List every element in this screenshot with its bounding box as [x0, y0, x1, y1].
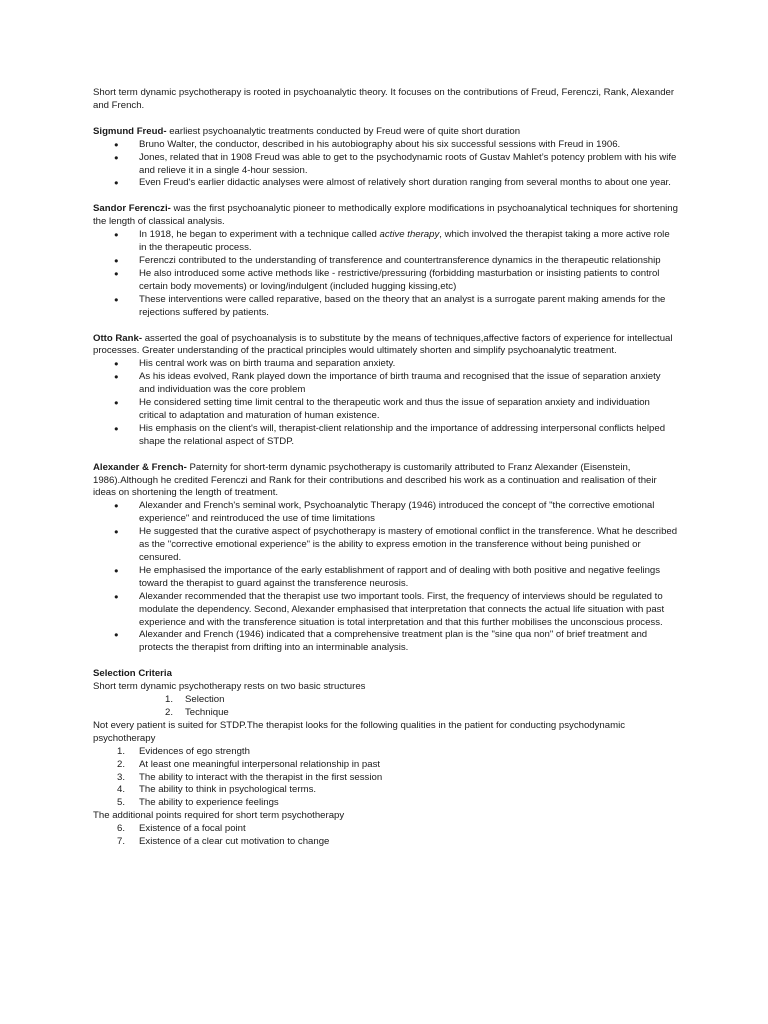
item-text: Existence of a clear cut motivation to change — [139, 836, 330, 848]
numbered-list — [93, 746, 678, 811]
item-text: Technique — [185, 706, 229, 718]
list-number: 5. — [116, 797, 125, 809]
bullet-list — [93, 500, 678, 655]
numbered-list — [93, 694, 678, 720]
list-item: ● Bruno Walter, the conductor, described in his autobiography about his six successful sessions with Freud in 1906. — [93, 139, 678, 152]
list-item: ● Ferenczi contributed to the understanding of transference and countertransference dynamics in the therapeutic relationship — [93, 255, 678, 268]
list-item: ● His central work was on birth trauma and separation anxiety. — [93, 358, 678, 371]
list-item — [93, 694, 678, 707]
list-number: 3. — [116, 771, 125, 783]
bullet-list — [93, 358, 678, 448]
section-lead: was the first psychoanalytic pioneer to methodically explore modifications in psychoanalytical techniques for shortening the length of classical analysis. — [93, 203, 678, 228]
list-number: 2. — [164, 706, 173, 718]
item-text: Selection — [185, 694, 225, 706]
section-paragraph: The additional points required for short term psychotherapy — [93, 810, 345, 822]
item-text: The ability to think in psychological terms. — [139, 784, 317, 796]
list-number: 1. — [116, 745, 125, 757]
list-number: 7. — [116, 836, 125, 848]
item-text: Evidences of ego strength — [139, 745, 250, 757]
section-heading: Sigmund Freud- — [93, 125, 167, 137]
section-lead: asserted the goal of psychoanalysis is to substitute by the means of techniques,affective factors of experience for intellectual processes. Greater understanding of the practical principles would ultimately shorten and simplify psychoanalytic treatment. — [93, 332, 673, 357]
section-ferenczi — [93, 203, 678, 319]
list-item: ● Even Freud's earlier didactic analyses were almost of relatively short duration ranging from several months to about one year. — [93, 177, 678, 190]
item-text: At least one meaningful interpersonal relationship in past — [139, 758, 381, 770]
list-item: ● Jones, related that in 1908 Freud was able to get to the psychodynamic roots of Gustav Mahlet’s potency problem with his wife and relieve it in a single 4-hour session. — [93, 152, 678, 178]
section-paragraph — [93, 462, 678, 501]
section-selection-criteria — [93, 668, 678, 849]
section-lead: earliest psychoanalytic treatments conducted by Freud were of quite short duration — [166, 125, 521, 137]
section-heading: Selection Criteria — [93, 668, 172, 680]
numbered-list — [93, 823, 678, 849]
section-paragraph: Short term dynamic psychotherapy rests on two basic structures — [93, 681, 366, 693]
section-heading: Sandor Ferenczi- — [93, 203, 171, 215]
list-item — [93, 797, 678, 810]
bullet-list — [93, 229, 678, 319]
section-paragraph — [93, 126, 678, 139]
item-text: Existence of a focal point — [139, 823, 246, 835]
list-item: ● These interventions were called reparative, based on the theory that an analyst is a surrogate parent making amends for the rejections suffered by patients. — [93, 294, 678, 320]
section-lead: Paternity for short-term dynamic psychotherapy is customarily attributed to Franz Alexander (Eisenstein, 1986).Although he credited Ferenczi and Rank for their contributions and described his work as a continuation and realisation of their ideas on shortening the length of treatment. — [93, 461, 657, 499]
list-item — [93, 823, 678, 836]
italic-term: active therapy — [379, 229, 440, 241]
item-text: In 1918, he began to experiment with a technique called — [139, 229, 380, 241]
list-item — [93, 707, 678, 720]
list-item — [93, 836, 678, 849]
list-item — [93, 784, 678, 797]
section-alexander-french — [93, 462, 678, 656]
list-item: ● Alexander recommended that the therapist use two important tools. First, the frequency of interviews should be regulated to modulate the dependency. Second, Alexander emphasised that interpretation that connects the actual life situation with past experience and with the transference situation is total interpretation and that this further mobilises the unconscious process. — [93, 591, 678, 630]
list-item: ● His emphasis on the client's will, therapist-client relationship and the importance of addressing interpersonal conflicts helped shape the relational aspect of STDP. — [93, 423, 678, 449]
list-item — [93, 746, 678, 759]
list-item: ● He considered setting time limit central to the therapeutic work and thus the issue of separation anxiety and individuation critical to adaptation and maturation of human existence. — [93, 397, 678, 423]
section-heading: Alexander & French- — [93, 461, 187, 473]
intro-paragraph: Short term dynamic psychotherapy is rooted in psychoanalytic theory. It focuses on the contributions of Freud, Ferenczi, Rank, Alexander and French. — [93, 87, 675, 111]
list-number: 2. — [116, 758, 125, 770]
section-freud — [93, 126, 678, 191]
list-item — [93, 229, 678, 255]
list-item: ● He suggested that the curative aspect of psychotherapy is mastery of emotional conflict in the transference. What he described as the "corrective emotional experience" is the ability to express emotion in the transference without being punished or censured. — [93, 526, 678, 565]
section-rank — [93, 333, 678, 449]
list-number: 6. — [116, 823, 125, 835]
section-heading: Otto Rank- — [93, 332, 143, 344]
list-item: ● He emphasised the importance of the early establishment of rapport and of dealing with both positive and negative feelings toward the therapist to guard against the transference neurosis. — [93, 565, 678, 591]
list-item: ● Alexander and French (1946) indicated that a comprehensive treatment plan is the "sine qua non" of brief treatment and protects the therapist from drifting into an interminable analysis. — [93, 629, 678, 655]
list-item: ● Alexander and French's seminal work, Psychoanalytic Therapy (1946) introduced the concept of "the corrective emotional experience" and reintroduced the use of time limitations — [93, 500, 678, 526]
list-item: ● He also introduced some active methods like - restrictive/pressuring (forbidding masturbation or insisting patients to control certain body movements) or loving/indulgent (included hugging kissing,etc) — [93, 268, 678, 294]
list-item — [93, 759, 678, 772]
section-paragraph — [93, 333, 678, 359]
list-number: 4. — [116, 784, 125, 796]
list-item: ● As his ideas evolved, Rank played down the importance of birth trauma and recognised that the issue of separation anxiety and individuation was the core problem — [93, 371, 678, 397]
item-text: , which involved the therapist taking a more active role in the therapeutic process. — [139, 229, 670, 254]
section-paragraph — [93, 203, 678, 229]
item-text: The ability to interact with the therapist in the first session — [139, 771, 383, 783]
item-text: The ability to experience feelings — [139, 797, 279, 809]
list-number: 1. — [164, 694, 173, 706]
list-item — [93, 772, 678, 785]
section-paragraph: Not every patient is suited for STDP.The therapist looks for the following qualities in the patient for conducting psychodynamic psychotherapy — [93, 719, 626, 744]
bullet-list — [93, 139, 678, 191]
